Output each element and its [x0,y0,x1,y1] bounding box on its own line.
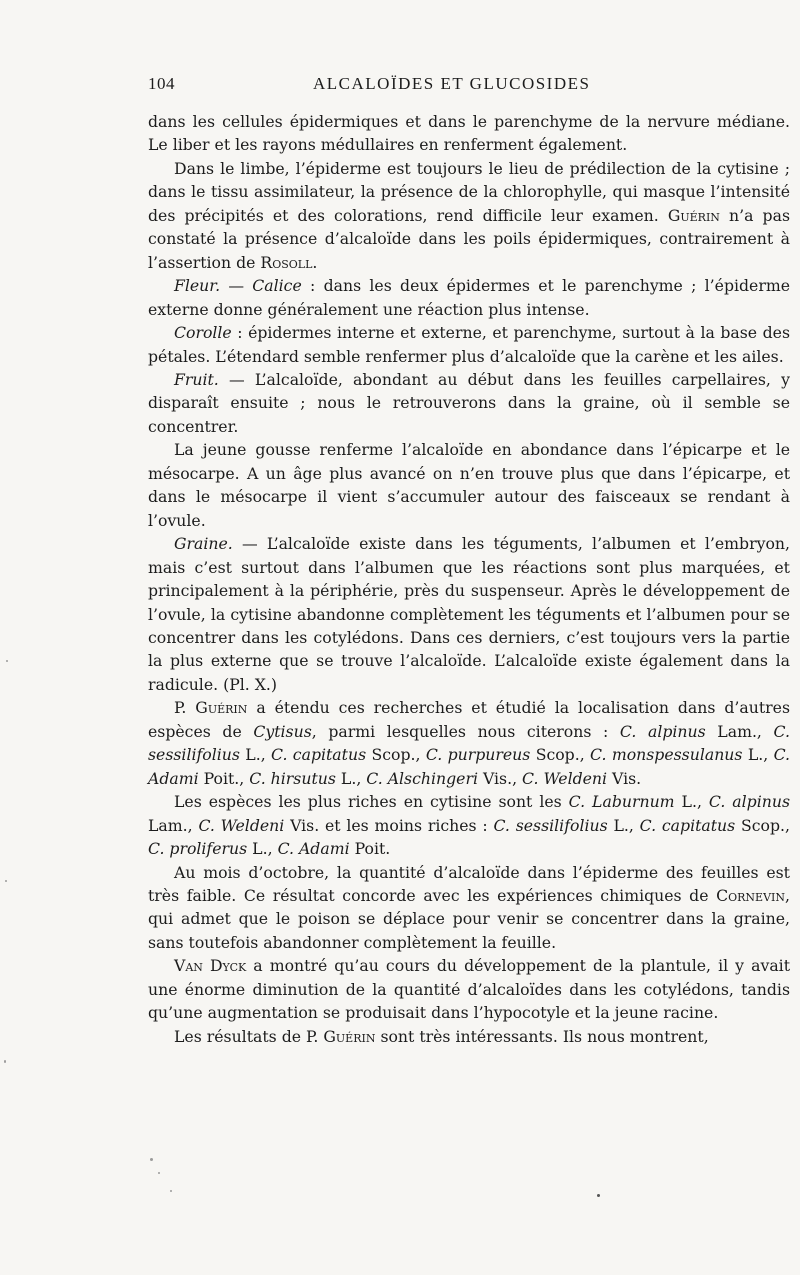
text-run: Vis. [607,768,642,788]
author-name: Van Dyck [174,956,247,976]
text-run: Poit. [349,839,391,859]
text-run: , qui admet que le poison se déplace pour venir se concentrer dans la graine, sans toutefois abandonner complètement la feuille. [148,885,790,952]
paragraph-graine [148,532,790,696]
scan-speck [170,1190,172,1192]
text-run: Scop., [530,745,591,765]
page-number: 104 [148,74,175,93]
author-name: Cornevin [716,885,785,905]
text-run: L., [335,768,367,788]
species-name: C. purpureus [425,745,531,765]
text-run: — [220,276,253,296]
paragraph-richesse [148,790,790,860]
species-name: Cytisus [253,721,312,741]
section-heading: Fruit. [174,369,219,389]
text-run: — L’alcaloïde, abondant au début dans les feuilles carpellaires, y disparaît ensuite ; nous le retrouverons dans la graine, où il semble se concentrer. [148,369,790,436]
paragraph-1 [148,110,790,157]
text-run: L., [674,792,709,812]
page-header [148,74,790,98]
text-run: a montré qu’au cours du développement de la plantule, il y avait une énorme diminution de la quantité d’alcaloïdes dans les cotylédons, tandis qu’une augmentation se produisait dans l’hypocotyle et la jeune racine. [148,956,790,1023]
paragraph-especes [148,696,790,790]
text-run: L., [247,839,278,859]
paragraph-octobre [148,861,790,955]
running-title: ALCALOÏDES ET GLUCOSIDES [313,74,591,93]
species-name: C. sessilifolius [148,721,790,765]
species-name: C. sessilifolius [493,815,608,835]
body-text [148,110,790,1048]
author-name: Guérin [195,698,248,718]
species-name: C. hirsutus [249,768,336,788]
paragraph-gousse [148,438,790,532]
scan-speck [150,1158,153,1161]
species-name: C. Adami [148,745,790,788]
text-run: Dans le limbe, l’épiderme est toujours le lieu de prédilection de la cytisine ; dans le tissu assimilateur, la présence de la chlorophylle, qui masque l’intensité des précipités et des colorations, rend difficile leur examen. [148,158,790,225]
text-run: a étendu ces recherches et étudié la localisation dans d’autres espèces de [148,698,790,741]
scan-speck [597,1194,600,1197]
species-name: C. Alschingeri [366,768,478,788]
text-run: . [312,252,318,272]
text-run: : dans les deux épidermes et le parenchyme ; l’épiderme externe donne généralement une réaction plus intense. [148,276,790,319]
paragraph-van-dyck [148,954,790,1024]
text-run: : épidermes interne et externe, et parenchyme, surtout à la base des pétales. L’étendard semble renfermer plus d’alcaloïde que la carène et les ailes. [148,323,790,366]
paragraph-2 [148,157,790,274]
text-run: L., [239,745,272,765]
text-run: n’a pas constaté la présence d’alcaloïde dans les poils épidermiques, contrairement à l’assertion de [148,205,790,272]
subheading: Calice [252,276,302,296]
species-name: C. Weldeni [198,815,285,835]
author-name: Guérin [667,205,720,225]
section-heading: Graine. [174,534,233,554]
species-name: C. Adami [277,839,350,859]
text-run: Au mois d’octobre, la quantité d’alcaloïde dans l’épiderme des feuilles est très faible. Ce résultat concorde avec les expériences chimiques de [148,862,790,905]
text-run: Les résultats de P. [174,1026,324,1046]
paragraph-resultats [148,1025,790,1048]
species-name: C. alpinus [619,721,706,741]
text-run: dans les cellules épidermiques et dans le parenchyme de la nervure médiane. Le liber et les rayons médullaires en renferment également. [148,112,790,155]
author-name: Guérin [323,1026,376,1046]
author-name: Rosoll [260,252,313,272]
text-run: L., [742,745,774,765]
text-run: Les espèces les plus riches en cytisine sont les [174,792,569,812]
subheading: Corolle [174,323,232,343]
paragraph-fruit [148,368,790,438]
species-name: C. Laburnum [568,792,675,812]
paragraph-fleur [148,274,790,321]
text-run: Lam., [148,815,199,835]
text-run: P. [174,698,196,718]
text-run: , parmi lesquelles nous citerons : [311,721,620,741]
text-run: Scop., [366,745,426,765]
text-run: La jeune gousse renferme l’alcaloïde en abondance dans l’épicarpe et le mésocarpe. A un âge plus avancé on n’en trouve plus que dans l’épicarpe, et dans le mésocarpe il vient s’accumuler autour des faisceaux se rendant à l’ovule. [148,440,790,530]
text-run: Vis. et les moins riches : [284,815,494,835]
scan-speck [4,1060,6,1063]
scan-speck [5,880,7,882]
text-run: — L’alcaloïde existe dans les téguments, l’albumen et l’embryon, mais c’est surtout dans l’albumen que les réactions sont plus marquées, et principalement à la périphérie, près du suspenseur. Après le développement de l’ovule, la cytisine abandonne complètement les téguments et l’albumen pour se concentrer dans les cotylédons. Dans ces derniers, c’est toujours vers la partie la plus externe que se trouve l’alcaloïde. L’alcaloïde existe également dans la radicule. (Pl. X.) [148,534,790,694]
species-name: C. capitatus [271,745,367,765]
species-name: C. monspessulanus [590,745,743,765]
species-name: C. alpinus [708,792,790,812]
text-run: L., [607,815,640,835]
species-name: C. proliferus [148,839,248,859]
text-run: sont très intéressants. Ils nous montrent, [375,1026,709,1046]
scan-speck [158,1172,160,1174]
paragraph-corolle [148,321,790,368]
text-run: Scop., [735,815,791,835]
section-heading: Fleur. [174,276,221,296]
scan-speck [6,660,8,662]
text-run: Poit., [198,768,250,788]
species-name: C. capitatus [639,815,736,835]
species-name: C. Weldeni [522,768,608,788]
text-run: Lam., [705,721,774,741]
text-run: Vis., [477,768,523,788]
